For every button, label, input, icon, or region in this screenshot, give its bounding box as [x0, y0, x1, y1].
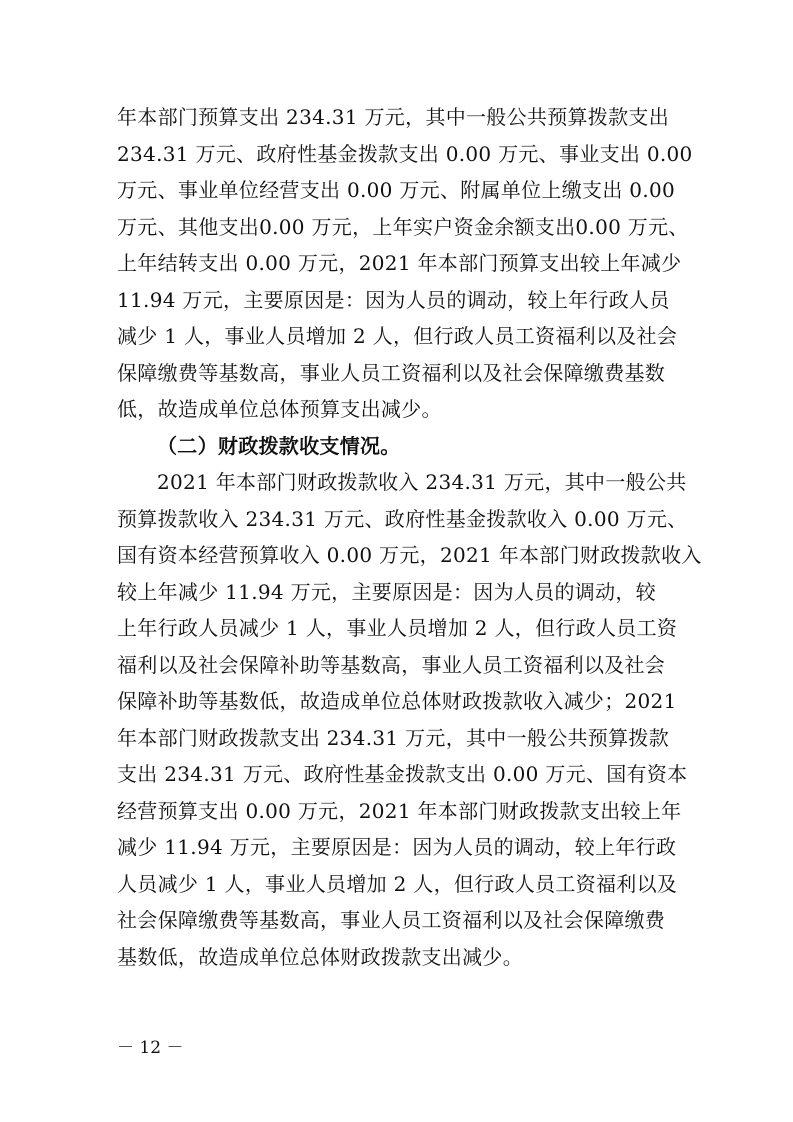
paragraph-line: 较上年减少 11.94 万元，主要原因是：因为人员的调动，较: [117, 580, 656, 604]
paragraph-line: 上年行政人员减少 1 人，事业人员增加 2 人，但行政人员工资: [117, 616, 678, 640]
paragraph-line: 基数低，故造成单位总体财政拨款支出减少。: [117, 945, 523, 969]
paragraph-line: 减少 1 人，事业人员增加 2 人，但行政人员工资福利以及社会: [117, 324, 678, 348]
paragraph-line: 年本部门预算支出 234.31 万元，其中一般公共预算拨款支出: [117, 105, 669, 129]
paragraph-line: 年本部门财政拨款支出 234.31 万元，其中一般公共预算拨款: [117, 726, 669, 750]
paragraph-line: 11.94 万元，主要原因是：因为人员的调动，较上年行政人员: [117, 288, 670, 312]
paragraph-line: 国有资本经营预算收入 0.00 万元，2021 年本部门财政拨款收入: [117, 543, 702, 567]
paragraph-line: 2021 年本部门财政拨款收入 234.31 万元，其中一般公共: [157, 470, 687, 494]
paragraph-line: 保障缴费等基数高，事业人员工资福利以及社会保障缴费基数: [117, 361, 666, 385]
paragraph-line: 减少 11.94 万元，主要原因是：因为人员的调动，较上年行政: [117, 835, 677, 859]
paragraph-line: 万元、事业单位经营支出 0.00 万元、附属单位上缴支出 0.00: [117, 178, 676, 202]
paragraph-line: 社会保障缴费等基数高，事业人员工资福利以及社会保障缴费: [117, 908, 666, 932]
paragraph-line: 234.31 万元、政府性基金拨款支出 0.00 万元、事业支出 0.00: [117, 142, 693, 166]
paragraph-line: 福利以及社会保障补助等基数高，事业人员工资福利以及社会: [117, 653, 666, 677]
paragraph-line: 经营预算支出 0.00 万元，2021 年本部门财政拨款支出较上年: [117, 799, 682, 823]
paragraph-line: 保障补助等基数低，故造成单位总体财政拨款收入减少；2021: [117, 689, 677, 713]
paragraph-line: 支出 234.31 万元、政府性基金拨款支出 0.00 万元、国有资本: [117, 762, 688, 786]
page-number: － 12 －: [117, 1038, 184, 1058]
paragraph-line: 预算拨款收入 234.31 万元、政府性基金拨款收入 0.00 万元、: [117, 507, 688, 531]
section-heading: （二）财政拨款收支情况。: [157, 434, 401, 458]
paragraph-line: 低，故造成单位总体预算支出减少。: [117, 397, 442, 421]
paragraph-line: 上年结转支出 0.00 万元，2021 年本部门预算支出较上年减少: [117, 251, 682, 275]
paragraph-line: 人员减少 1 人，事业人员增加 2 人，但行政人员工资福利以及: [117, 872, 678, 896]
paragraph-line: 万元、其他支出0.00 万元，上年实户资金余额支出0.00 万元、: [117, 215, 689, 239]
